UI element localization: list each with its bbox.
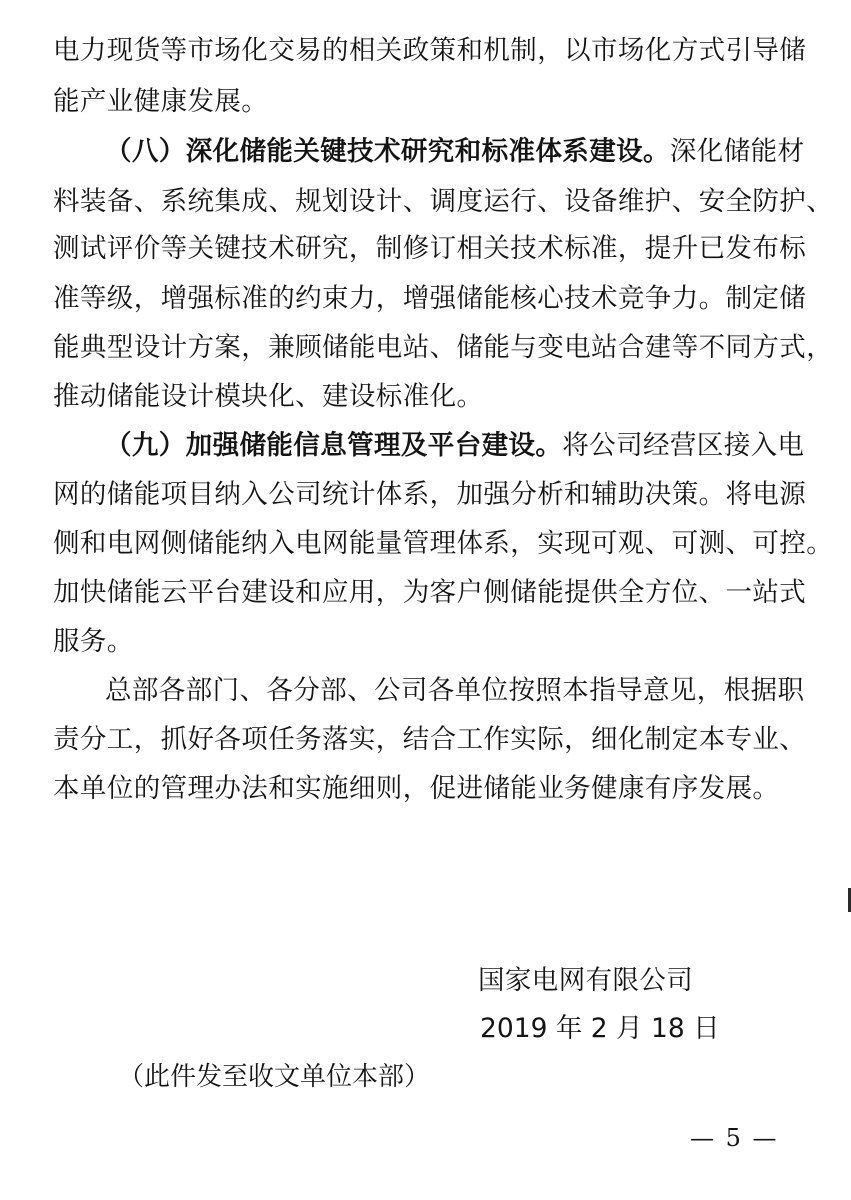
paragraph-line: 准等级，增强标准的约束力，增强储能核心技术竞争力。制定储 bbox=[53, 283, 807, 314]
section-8-first-line bbox=[105, 134, 805, 170]
paragraph-line: 加快储能云平台建设和应用，为客户侧储能提供全方位、一站式 bbox=[53, 577, 807, 608]
paragraph-line: 网的储能项目纳入公司统计体系，加强分析和辅助决策。将电源 bbox=[53, 479, 807, 510]
paragraph-line: 料装备、系统集成、规划设计、调度运行、设备维护、安全防护、 bbox=[53, 186, 834, 217]
section-9-heading: （九）加强储能信息管理及平台建设。 bbox=[105, 430, 563, 461]
paragraph-line: 推动储能设计模块化、建设标准化。 bbox=[53, 381, 484, 412]
paragraph-line: 测试评价等关键技术研究，制修订相关技术标准，提升已发布标 bbox=[53, 233, 807, 264]
section-9-text: 将公司经营区接入电 bbox=[562, 430, 805, 461]
paragraph-line: 本单位的管理办法和实施细则，促进储能业务健康有序发展。 bbox=[53, 773, 780, 804]
paragraph-line: 责分工，抓好各项任务落实，结合工作实际，细化制定本专业、 bbox=[53, 724, 807, 755]
distribution-note: （此件发至收文单位本部） bbox=[118, 1062, 431, 1092]
paragraph-line: 侧和电网侧储能纳入电网能量管理体系，实现可观、可测、可控。 bbox=[53, 528, 834, 559]
section-9-first-line bbox=[105, 428, 805, 464]
section-8-heading: （八）深化储能关键技术研究和标准体系建设。 bbox=[105, 136, 670, 167]
section-8-text: 深化储能材 bbox=[669, 136, 805, 167]
paragraph-line: 电力现货等市场化交易的相关政策和机制，以市场化方式引导储 bbox=[53, 35, 807, 66]
page-number: — 5 — bbox=[690, 1124, 779, 1152]
paragraph-line: 能典型设计方案，兼顾储能电站、储能与变电站合建等不同方式， bbox=[53, 332, 834, 363]
paragraph-line: 能产业健康发展。 bbox=[53, 86, 269, 117]
signature-organization: 国家电网有限公司 bbox=[478, 965, 694, 996]
signature-date: 2019 年 2 月 18 日 bbox=[480, 1013, 720, 1044]
paragraph-line: 服务。 bbox=[53, 626, 134, 657]
closing-first-line: 总部各部门、各分部、公司各单位按照本指导意见，根据职 bbox=[105, 675, 805, 706]
